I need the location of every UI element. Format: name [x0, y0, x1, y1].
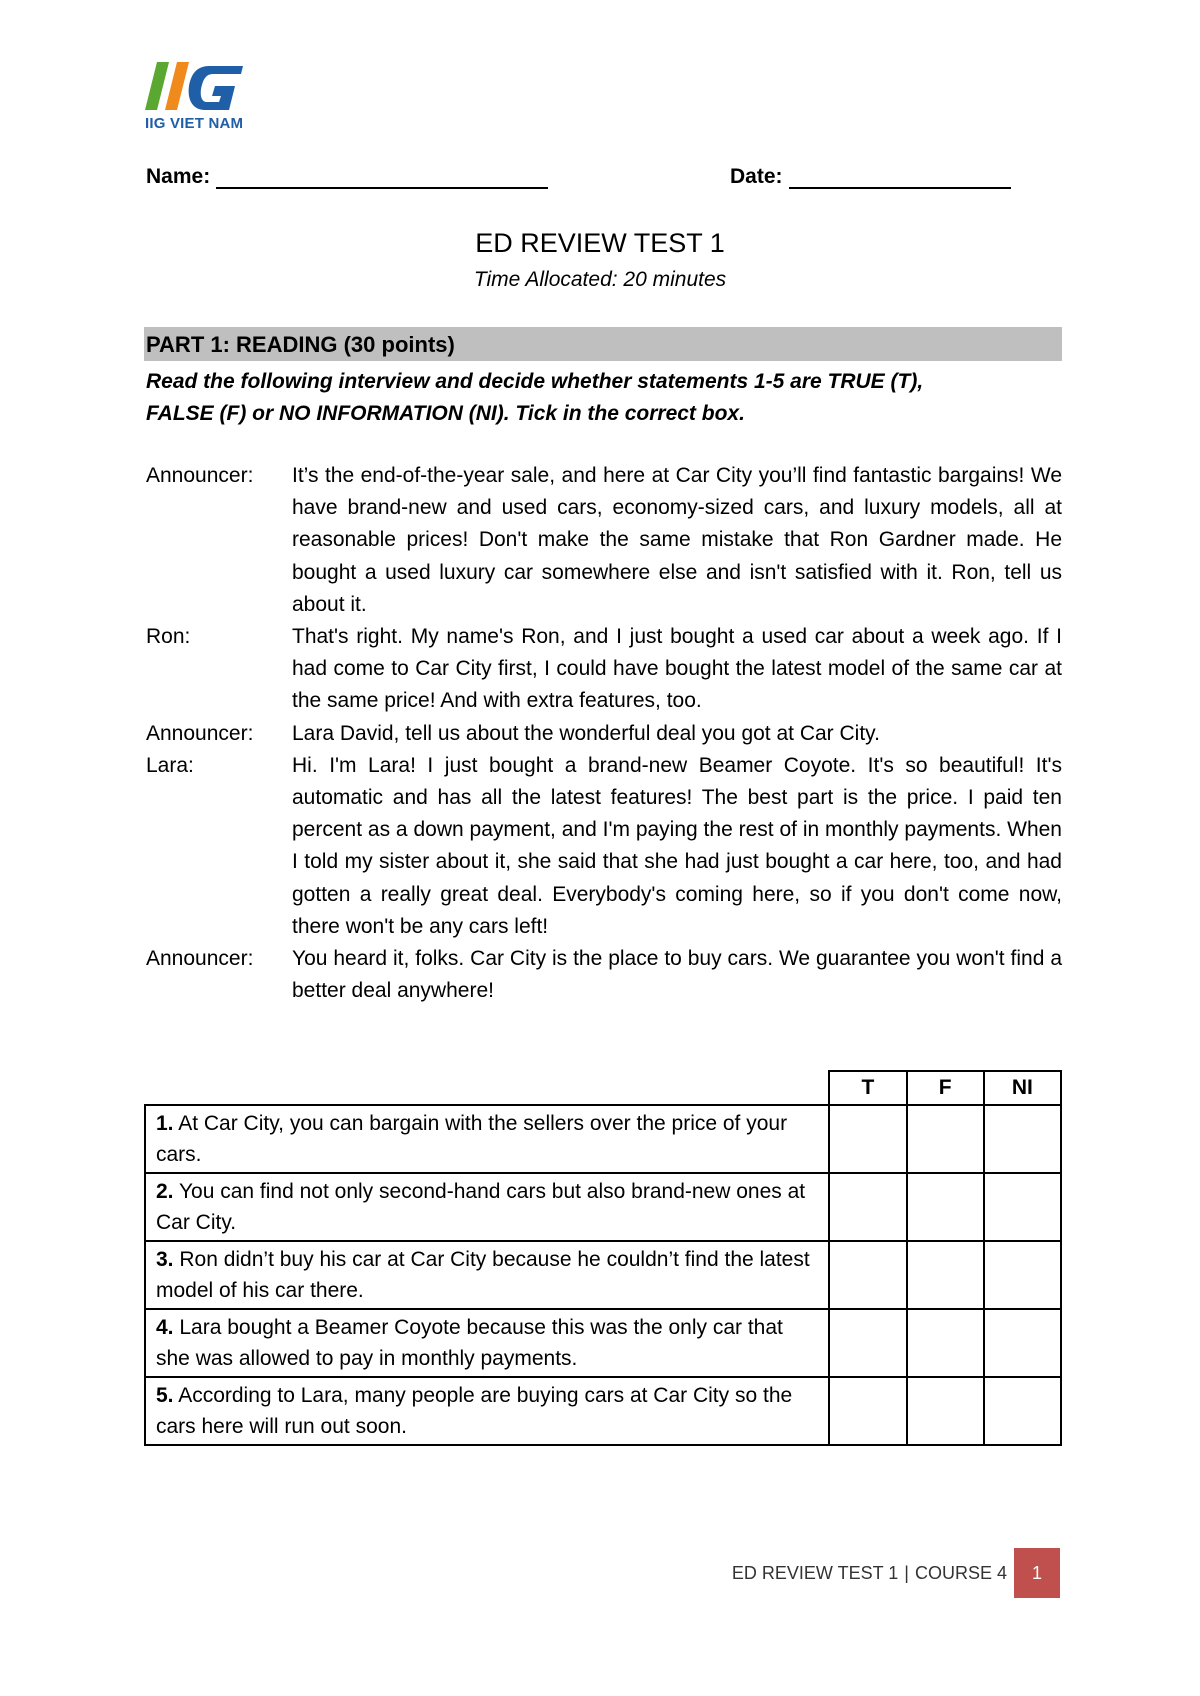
statement-number: 1.	[156, 1112, 174, 1135]
page-number: 1	[1031, 1562, 1042, 1583]
tick-box-f[interactable]	[907, 1105, 984, 1173]
dialogue-line	[146, 943, 1062, 1007]
statement-text: Lara bought a Beamer Coyote because this was the only car that she was allowed to pay in monthly payments.	[156, 1316, 783, 1370]
statement-number: 3.	[156, 1248, 174, 1271]
page-number-badge	[1014, 1548, 1060, 1598]
true-false-table	[144, 1070, 1062, 1446]
instructions-line: Read the following interview and decide whether statements 1-5 are TRUE (T),	[146, 370, 924, 393]
speaker-name: Ron:	[146, 625, 191, 649]
date-field	[730, 163, 1011, 189]
speech-text: That's right. My name's Ron, and I just bought a used car about a week ago. If I had come to Car City first, I could have bought the latest model of the same car at the same price! And with extra features, too.	[292, 625, 1062, 713]
table-header-blank	[145, 1071, 829, 1105]
instructions-line: FALSE (F) or NO INFORMATION (NI). Tick in the correct box.	[146, 402, 745, 425]
tick-box-t[interactable]	[829, 1173, 906, 1241]
interview-dialogue	[146, 460, 1062, 1007]
date-blank[interactable]	[789, 163, 1011, 189]
tick-box-f[interactable]	[907, 1173, 984, 1241]
statement-cell	[145, 1173, 829, 1241]
tick-box-f[interactable]	[907, 1377, 984, 1445]
speaker-name: Lara:	[146, 753, 194, 777]
page-title: ED REVIEW TEST 1	[475, 228, 725, 258]
footer-course: COURSE 4	[914, 1563, 1007, 1583]
speech-text: It’s the end-of-the-year sale, and here at Car City you’ll find fantastic bargains! We have brand-new and used cars, economy-sized cars, and luxury models, all at reasonable prices! Don't make the same mistake that Ron Gardner made. He bought a used luxury car somewhere else and isn't satisfied with it. Ron, tell us about it.	[292, 464, 1062, 616]
statement-text: You can find not only second-hand cars but also brand-new ones at Car City.	[156, 1180, 806, 1234]
tick-box-ni[interactable]	[984, 1105, 1061, 1173]
section-title: PART 1: READING (30 points)	[146, 332, 455, 357]
date-label: Date:	[730, 165, 783, 188]
name-blank[interactable]	[216, 163, 548, 189]
column-header-t: T	[829, 1071, 906, 1105]
statement-number: 4.	[156, 1316, 174, 1339]
tick-box-t[interactable]	[829, 1105, 906, 1173]
footer-doc-title: ED REVIEW TEST 1	[731, 1563, 899, 1583]
speech-text: Lara David, tell us about the wonderful deal you got at Car City.	[292, 721, 880, 745]
column-header-f: F	[907, 1071, 984, 1105]
tick-box-ni[interactable]	[984, 1241, 1061, 1309]
table-row	[145, 1173, 1061, 1241]
tick-box-t[interactable]	[829, 1377, 906, 1445]
statement-cell	[145, 1377, 829, 1445]
statement-text: Ron didn’t buy his car at Car City because he couldn’t find the latest model of his car there.	[156, 1248, 810, 1302]
tick-box-t[interactable]	[829, 1309, 906, 1377]
speech-text: You heard it, folks. Car City is the place to buy cars. We guarantee you won't find a better deal anywhere!	[292, 947, 1062, 1003]
statement-text: According to Lara, many people are buying cars at Car City so the cars here will run out soon.	[156, 1384, 793, 1438]
statement-text: At Car City, you can bargain with the sellers over the price of your cars.	[156, 1112, 788, 1166]
table-row	[145, 1241, 1061, 1309]
statement-number: 5.	[156, 1384, 174, 1407]
speech-text: Hi. I'm Lara! I just bought a brand-new Beamer Coyote. It's so beautiful! It's automatic and has all the latest features! The best part is the price. I paid ten percent as a down payment, and I'm paying the rest of in monthly payments. When I told my sister about it, she said that she had just bought a car here, too, and had gotten a really great deal. Everybody's coming here, so if you don't come now, there won't be any cars left!	[292, 753, 1062, 938]
name-field	[146, 163, 548, 189]
tick-box-ni[interactable]	[984, 1377, 1061, 1445]
dialogue-line	[146, 460, 1062, 621]
page-footer	[732, 1563, 1007, 1584]
dialogue-line	[146, 750, 1062, 943]
tick-box-f[interactable]	[907, 1309, 984, 1377]
column-header-ni: NI	[984, 1071, 1061, 1105]
statement-cell	[145, 1105, 829, 1173]
footer-separator: |	[904, 1563, 909, 1583]
tick-box-ni[interactable]	[984, 1309, 1061, 1377]
statement-cell	[145, 1241, 829, 1309]
table-row	[145, 1377, 1061, 1445]
dialogue-line	[146, 621, 1062, 718]
speaker-name: Announcer:	[146, 721, 254, 745]
tick-box-t[interactable]	[829, 1241, 906, 1309]
table-header-row	[145, 1071, 1061, 1105]
speaker-name: Announcer:	[146, 464, 254, 487]
section-instructions	[146, 366, 1056, 430]
time-allocated: Time Allocated: 20 minutes	[473, 268, 727, 291]
statement-cell	[145, 1309, 829, 1377]
table-row	[145, 1105, 1061, 1173]
table-row	[145, 1309, 1061, 1377]
speaker-name: Announcer:	[146, 947, 254, 971]
logo-text: IIG VIET NAM	[145, 115, 244, 132]
dialogue-line	[146, 718, 1062, 750]
tick-box-f[interactable]	[907, 1241, 984, 1309]
name-label: Name:	[146, 165, 211, 188]
statement-number: 2.	[156, 1180, 174, 1203]
tick-box-ni[interactable]	[984, 1173, 1061, 1241]
